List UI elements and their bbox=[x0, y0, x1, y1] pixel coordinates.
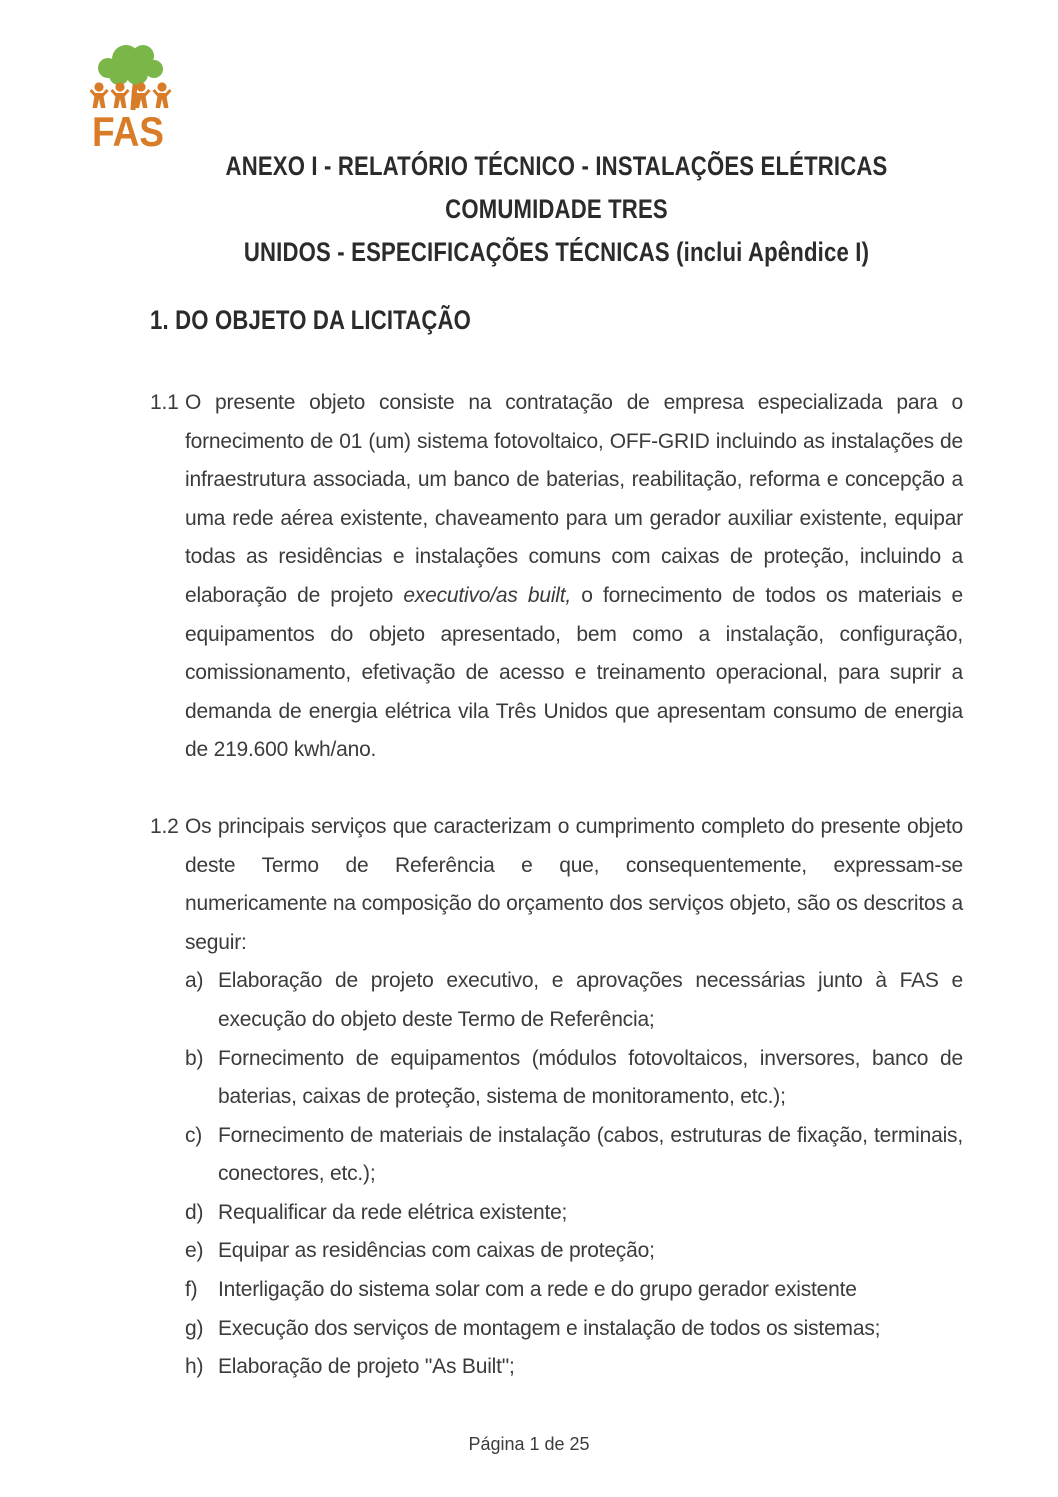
list-item-text: Equipar as residências com caixas de proteção; bbox=[218, 1239, 655, 1263]
list-item bbox=[150, 1194, 963, 1233]
list-item-marker: a) bbox=[185, 969, 204, 993]
paragraph-1-1 bbox=[150, 384, 963, 770]
list-item-marker: h) bbox=[185, 1355, 204, 1379]
document-body bbox=[0, 145, 1058, 1387]
list-item-marker: g) bbox=[185, 1316, 204, 1340]
list-item-text: Execução dos serviços de montagem e instalação de todos os sistemas; bbox=[218, 1316, 881, 1340]
list-item bbox=[150, 1348, 963, 1387]
list-item-marker: e) bbox=[185, 1239, 204, 1263]
list-item bbox=[150, 1271, 963, 1310]
tree-icon bbox=[98, 45, 163, 110]
paragraph-1-2 bbox=[150, 808, 963, 962]
service-list bbox=[150, 962, 963, 1387]
paragraph-text bbox=[185, 815, 963, 954]
logo-text: FAS bbox=[92, 108, 164, 152]
italic-text-segment: executivo/as built, bbox=[403, 583, 572, 607]
list-item-text: Elaboração de projeto executivo, e aprovações necessárias junto à FAS e execução do objeto deste Termo de Referência; bbox=[218, 969, 963, 1031]
list-item bbox=[150, 1232, 963, 1271]
list-item bbox=[150, 962, 963, 1039]
document-title bbox=[223, 145, 890, 274]
text-segment: O presente objeto consiste na contratação de empresa especializada para o fornecimento de 01 (um) sistema fotovoltaico, OFF-GRID incluindo as instalações de infraestrutura associada, um banco de baterias, reabilitação, reforma e concepção a uma rede aérea existente, chaveamento para um gerador auxiliar existente, equipar todas as residências e instalações comuns com caixas de proteção, incluindo a elaboração de projeto bbox=[185, 391, 963, 607]
text-segment: o fornecimento de todos os materiais e equipamentos do objeto apresentado, bem como a instalação, configuração, comissionamento, efetivação de acesso e treinamento operacional, para suprir a demanda de energia elétrica vila Três Unidos que apresentam consumo de energia de 219.600 kwh/ano. bbox=[185, 583, 963, 762]
tree-canopy bbox=[98, 45, 163, 85]
section-heading: 1. DO OBJETO DA LICITAÇÃO bbox=[150, 305, 472, 335]
list-item-text: Interligação do sistema solar com a rede e do grupo gerador existente bbox=[218, 1278, 857, 1302]
list-item bbox=[150, 1117, 963, 1194]
list-item-text: Elaboração de projeto "As Built"; bbox=[218, 1355, 515, 1379]
text-segment: Os principais serviços que caracterizam o cumprimento completo do presente objeto deste Termo de Referência e que, consequentemente, expressam-se numericamente na composição do orçamento dos serviços objeto, são os descritos a seguir: bbox=[185, 814, 963, 954]
list-item-text: Fornecimento de equipamentos (módulos fotovoltaicos, inversores, banco de baterias, caixas de proteção, sistema de monitoramento, etc.); bbox=[218, 1046, 963, 1109]
page-footer: Página 1 de 25 bbox=[468, 1434, 590, 1454]
list-item-marker: f) bbox=[185, 1278, 198, 1302]
fas-logo bbox=[90, 44, 176, 152]
paragraph-text bbox=[185, 391, 963, 761]
paragraph-number: 1.2 bbox=[150, 814, 179, 838]
people-icon bbox=[91, 82, 171, 108]
list-item-marker: c) bbox=[185, 1123, 203, 1147]
list-item-marker: b) bbox=[185, 1046, 204, 1070]
document-title-line-1: ANEXO I - RELATÓRIO TÉCNICO - INSTALAÇÕES ELÉTRICAS COMUMIDADE TRES bbox=[225, 151, 888, 224]
document-title-line-2: UNIDOS - ESPECIFICAÇÕES TÉCNICAS (inclui Apêndice I) bbox=[243, 237, 870, 267]
list-item-text: Fornecimento de materiais de instalação (cabos, estruturas de fixação, terminais, conectores, etc.); bbox=[218, 1123, 963, 1186]
list-item-text: Requalificar da rede elétrica existente; bbox=[218, 1200, 568, 1224]
list-item bbox=[150, 1310, 963, 1349]
list-item bbox=[150, 1040, 963, 1117]
paragraph-number: 1.1 bbox=[150, 391, 179, 414]
list-item-marker: d) bbox=[185, 1200, 204, 1224]
